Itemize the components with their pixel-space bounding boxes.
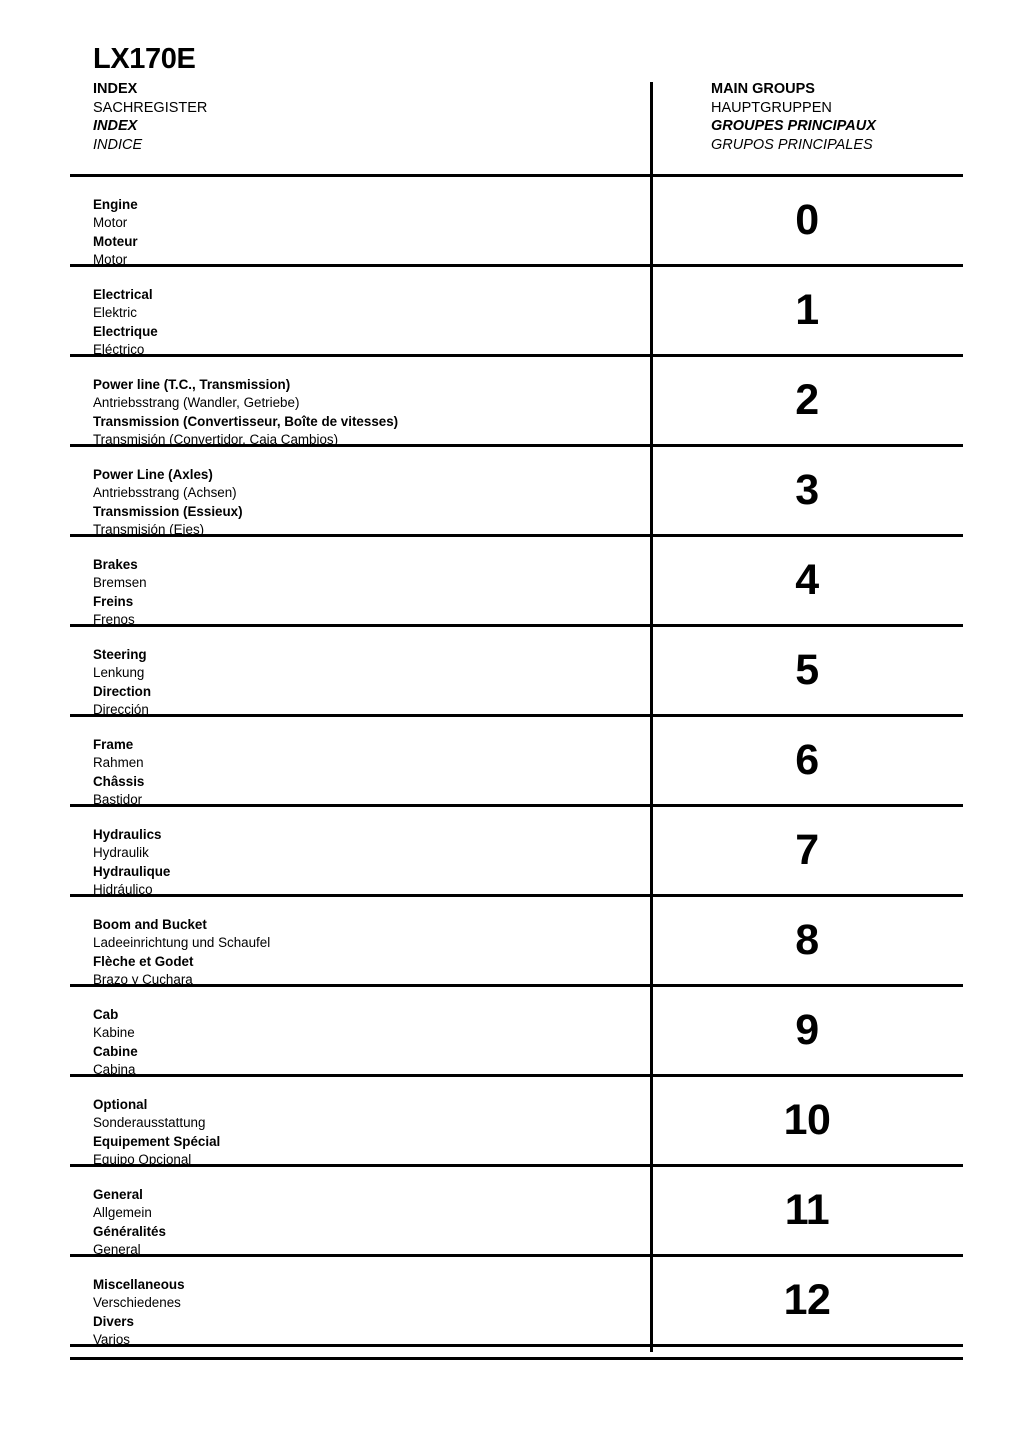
header-main-groups-fr: GROUPES PRINCIPAUX	[711, 118, 876, 135]
group-name-de: Sonderausstattung	[93, 1115, 206, 1131]
row-labels	[93, 1186, 166, 1259]
group-name-en: Miscellaneous	[93, 1277, 185, 1292]
group-name-de: Antriebsstrang (Wandler, Getriebe)	[93, 395, 300, 411]
group-name-fr: Transmission (Convertisseur, Boîte de vitesses)	[93, 413, 399, 429]
group-name-en: Engine	[93, 197, 138, 212]
group-name-de: Kabine	[93, 1025, 135, 1041]
table-row[interactable]	[70, 1077, 963, 1167]
group-number: 5	[795, 646, 819, 694]
group-name-de: Ladeeinrichtung und Schaufel	[93, 935, 271, 951]
header-index-de: SACHREGISTER	[93, 99, 208, 116]
group-name-fr: Divers	[93, 1313, 134, 1329]
group-number: 10	[783, 1096, 831, 1144]
table-row[interactable]	[70, 267, 963, 357]
group-name-en: Frame	[93, 737, 134, 752]
group-name-es: General	[93, 1241, 141, 1257]
row-labels	[93, 1096, 220, 1169]
row-labels	[93, 916, 270, 989]
index-table	[70, 174, 963, 1360]
group-name-de: Verschiedenes	[93, 1295, 181, 1311]
group-name-es: Eléctrico	[93, 341, 145, 357]
group-name-fr: Direction	[93, 683, 152, 699]
row-labels	[93, 1276, 185, 1349]
header-main-groups-es: GRUPOS PRINCIPALES	[711, 136, 873, 153]
group-name-en: Power line (T.C., Transmission)	[93, 377, 291, 392]
group-number: 4	[795, 556, 819, 604]
table-row[interactable]	[70, 177, 963, 267]
group-name-de: Allgemein	[93, 1205, 152, 1221]
group-name-de: Lenkung	[93, 665, 145, 681]
group-number: 11	[784, 1186, 830, 1234]
group-name-fr: Electrique	[93, 323, 158, 339]
group-name-es: Equipo Opcional	[93, 1151, 192, 1167]
document-header	[93, 42, 973, 166]
row-labels	[93, 286, 158, 359]
group-name-es: Hidráulico	[93, 881, 153, 897]
table-row[interactable]	[70, 1167, 963, 1257]
group-number: 9	[795, 1006, 819, 1054]
group-number: 2	[795, 376, 819, 424]
group-name-de: Bremsen	[93, 575, 147, 591]
group-name-fr: Equipement Spécial	[93, 1133, 221, 1149]
table-row[interactable]	[70, 357, 963, 447]
header-index-fr: INDEX	[93, 118, 138, 135]
group-name-de: Motor	[93, 215, 128, 231]
group-name-en: Hydraulics	[93, 827, 162, 842]
row-labels	[93, 826, 170, 899]
header-column-index	[93, 80, 207, 154]
table-rule	[70, 1344, 963, 1347]
group-name-es: Cabina	[93, 1061, 136, 1077]
group-name-es: Frenos	[93, 611, 135, 627]
table-rule	[70, 1357, 963, 1360]
row-labels	[93, 646, 151, 719]
header-index-en: INDEX	[93, 81, 138, 97]
group-name-es: Varios	[93, 1331, 130, 1347]
group-name-en: Cab	[93, 1007, 119, 1022]
group-name-de: Elektric	[93, 305, 137, 321]
group-name-en: Boom and Bucket	[93, 917, 207, 932]
group-name-fr: Freins	[93, 593, 134, 609]
header-columns	[93, 80, 973, 166]
header-column-main-groups	[711, 80, 876, 154]
group-number: 0	[795, 196, 819, 244]
header-main-groups-de: HAUPTGRUPPEN	[711, 99, 832, 116]
row-labels	[93, 376, 398, 449]
model-title: LX170E	[93, 43, 196, 75]
group-name-fr: Généralités	[93, 1223, 166, 1239]
row-labels	[93, 556, 147, 629]
group-name-en: Optional	[93, 1097, 148, 1112]
group-name-en: Steering	[93, 647, 147, 662]
table-row[interactable]	[70, 807, 963, 897]
row-labels	[93, 1006, 138, 1079]
table-row[interactable]	[70, 1257, 963, 1347]
group-name-es: Transmisión (Ejes)	[93, 521, 205, 537]
group-name-fr: Moteur	[93, 233, 138, 249]
group-name-es: Brazo y Cuchara	[93, 971, 193, 987]
group-name-en: Electrical	[93, 287, 153, 302]
table-row[interactable]	[70, 717, 963, 807]
row-labels	[93, 736, 144, 809]
table-row[interactable]	[70, 987, 963, 1077]
group-name-en: General	[93, 1187, 143, 1202]
row-labels	[93, 466, 243, 539]
group-number: 12	[783, 1276, 831, 1324]
table-row[interactable]	[70, 447, 963, 537]
group-number: 1	[795, 286, 819, 334]
group-name-fr: Flèche et Godet	[93, 953, 194, 969]
group-name-es: Motor	[93, 251, 128, 267]
row-labels	[93, 196, 138, 269]
group-name-es: Bastidor	[93, 791, 143, 807]
group-name-de: Antriebsstrang (Achsen)	[93, 485, 237, 501]
group-number: 7	[795, 826, 819, 874]
group-name-fr: Châssis	[93, 773, 145, 789]
group-name-de: Rahmen	[93, 755, 144, 771]
group-name-fr: Cabine	[93, 1043, 138, 1059]
group-name-en: Power Line (Axles)	[93, 467, 213, 482]
group-name-es: Dirección	[93, 701, 149, 717]
group-number: 6	[795, 736, 819, 784]
group-name-fr: Transmission (Essieux)	[93, 503, 243, 519]
group-number: 3	[795, 466, 819, 514]
group-name-de: Hydraulik	[93, 845, 149, 861]
header-main-groups-en: MAIN GROUPS	[711, 81, 815, 97]
group-name-fr: Hydraulique	[93, 863, 171, 879]
table-row[interactable]	[70, 537, 963, 627]
table-row[interactable]	[70, 627, 963, 717]
group-name-en: Brakes	[93, 557, 138, 572]
group-name-es: Transmisión (Convertidor, Caja Cambios)	[93, 431, 339, 447]
table-row[interactable]	[70, 897, 963, 987]
group-number: 8	[795, 916, 819, 964]
header-index-es: INDICE	[93, 136, 143, 153]
